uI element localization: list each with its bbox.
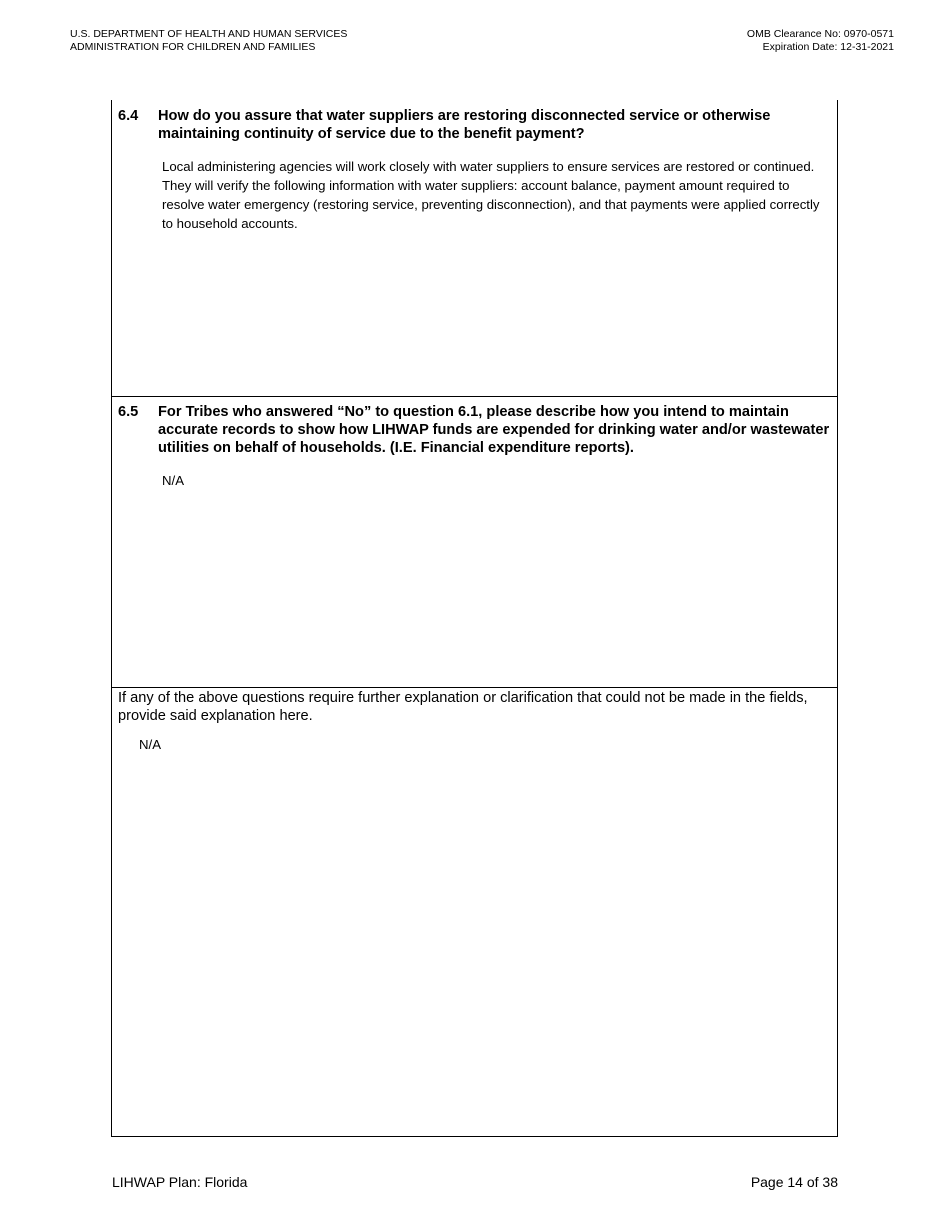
administration-name: ADMINISTRATION FOR CHILDREN AND FAMILIES: [70, 40, 316, 53]
page-number: Page 14 of 38: [750, 1174, 838, 1190]
question-6-5: [118, 403, 834, 457]
omb-header: [747, 28, 894, 53]
omb-clearance: OMB Clearance No: 0970-0571: [746, 28, 894, 40]
agency-header: [70, 28, 347, 53]
question-text: How do you assure that water suppliers are restoring disconnected service or otherwise maintaining continuity of service due to the benefit payment?: [158, 108, 771, 142]
question-6-4: [118, 107, 834, 143]
answer-6-5: N/A: [162, 473, 184, 488]
explanation-prompt: If any of the above questions require further explanation or clarification that could not be made in the fields, provide said explanation here.: [118, 690, 808, 724]
plan-label: LIHWAP Plan: Florida: [112, 1174, 248, 1190]
question-number: 6.4: [118, 108, 139, 124]
agency-name: U.S. DEPARTMENT OF HEALTH AND HUMAN SERVICES: [70, 28, 348, 40]
row-divider: [111, 396, 838, 397]
expiration-date: Expiration Date: 12-31-2021: [762, 40, 894, 53]
form-table: [111, 100, 838, 1137]
explanation-answer: N/A: [139, 737, 161, 752]
row-divider: [111, 687, 838, 688]
question-number: 6.5: [118, 404, 139, 420]
question-text: For Tribes who answered “No” to question 6.1, please describe how you intend to maintain accurate records to show how LIHWAP funds are expended for drinking water and/or wastewater utilities on behalf of households. (I.E. Financial expenditure reports).: [158, 404, 830, 456]
answer-6-4: Local administering agencies will work closely with water suppliers to ensure services are restored or continued. They will verify the following information with water suppliers: account balance, payment amount required to resolve water emergency (restoring service, preventing disconnection), and that payments were applied correctly to household accounts.: [162, 159, 820, 231]
